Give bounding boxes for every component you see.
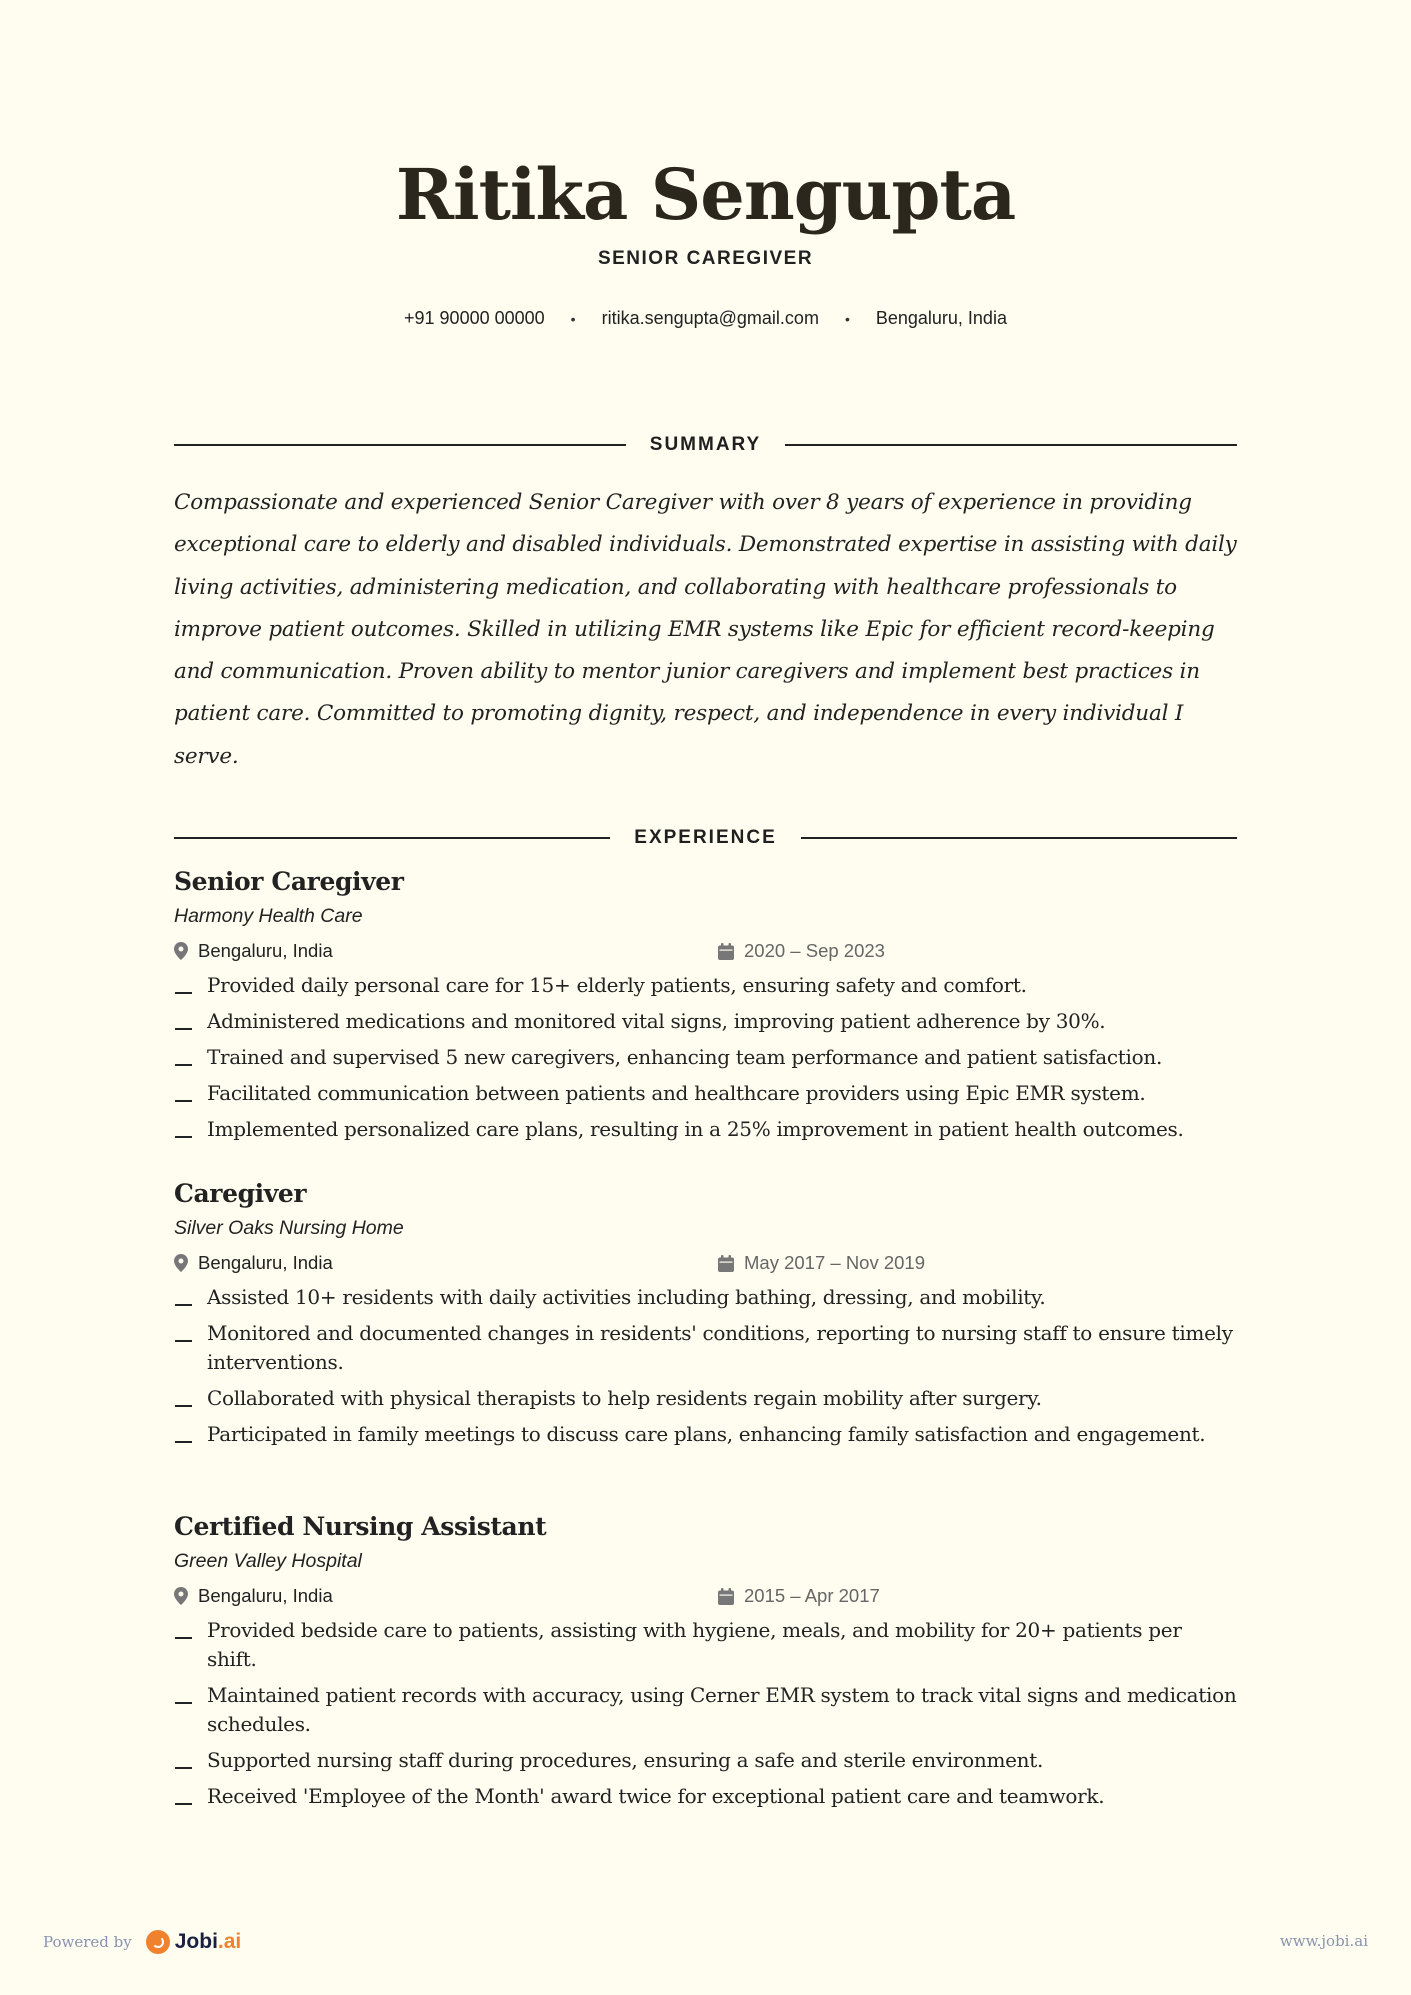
brand-suffix: .ai xyxy=(217,1930,242,1953)
job-bullet: Facilitated communication between patients and healthcare providers using Epic EMR system. xyxy=(174,1079,1237,1108)
job-bullet: Assisted 10+ residents with daily activities including bathing, dressing, and mobility. xyxy=(174,1283,1237,1312)
contact-email: ritika.sengupta@gmail.com xyxy=(601,308,819,328)
job-bullet: Provided bedside care to patients, assisting with hygiene, meals, and mobility for 20+ patients per shift. xyxy=(174,1616,1237,1674)
job-location-text: Bengaluru, India xyxy=(198,1585,333,1606)
footer-website-link[interactable]: www.jobi.ai xyxy=(1279,1932,1368,1950)
experience-heading xyxy=(174,825,1237,851)
divider-line xyxy=(801,837,1237,839)
powered-by-label: Powered by xyxy=(43,1933,132,1951)
summary-heading-label: SUMMARY xyxy=(649,434,762,455)
job-dates xyxy=(718,940,885,962)
job-bullet: Trained and supervised 5 new caregivers, enhancing team performance and patient satisfaction. xyxy=(174,1043,1237,1072)
divider-line xyxy=(174,444,626,446)
job-dates-text: 2020 – Sep 2023 xyxy=(744,940,885,961)
candidate-name: Ritika Sengupta xyxy=(395,153,1016,236)
divider-line xyxy=(174,837,610,839)
contact-separator: • xyxy=(844,310,850,327)
job-entry xyxy=(174,865,1237,1151)
job-dates-text: May 2017 – Nov 2019 xyxy=(744,1252,926,1273)
experience-heading-label: EXPERIENCE xyxy=(634,827,777,848)
map-pin-icon xyxy=(174,942,188,960)
job-entry xyxy=(174,1177,1237,1456)
job-bullet: Monitored and documented changes in residents' conditions, reporting to nursing staff to ensure timely interventions. xyxy=(174,1319,1237,1377)
job-bullet: Received 'Employee of the Month' award twice for exceptional patient care and teamwork. xyxy=(174,1782,1237,1811)
job-company: Silver Oaks Nursing Home xyxy=(174,1217,404,1239)
calendar-icon xyxy=(718,1588,734,1605)
jobi-brand[interactable] xyxy=(146,1930,242,1954)
jobi-logo-icon xyxy=(146,1930,170,1954)
job-dates xyxy=(718,1585,880,1607)
divider-line xyxy=(785,444,1237,446)
job-title: Certified Nursing Assistant xyxy=(174,1512,547,1541)
calendar-icon xyxy=(718,1255,734,1272)
job-location-text: Bengaluru, India xyxy=(198,1252,333,1273)
job-dates xyxy=(718,1252,925,1274)
job-location xyxy=(174,1585,333,1607)
job-bullet: Collaborated with physical therapists to help residents regain mobility after surgery. xyxy=(174,1384,1237,1413)
job-meta xyxy=(174,1252,1237,1280)
calendar-icon xyxy=(718,943,734,960)
map-pin-icon xyxy=(174,1587,188,1605)
resume-header xyxy=(174,0,1237,329)
map-pin-icon xyxy=(174,1254,188,1272)
resume-page xyxy=(174,0,1237,1808)
contact-phone: +91 90000 00000 xyxy=(404,308,545,328)
job-bullet: Participated in family meetings to discuss care plans, enhancing family satisfaction and engagement. xyxy=(174,1420,1237,1449)
job-location xyxy=(174,1252,333,1274)
job-company: Harmony Health Care xyxy=(174,905,363,927)
contact-separator: • xyxy=(570,310,576,327)
job-meta xyxy=(174,940,1237,968)
summary-heading xyxy=(174,432,1237,458)
contact-location: Bengaluru, India xyxy=(875,308,1007,328)
job-location xyxy=(174,940,333,962)
job-meta xyxy=(174,1585,1237,1613)
job-bullet: Provided daily personal care for 15+ elderly patients, ensuring safety and comfort. xyxy=(174,971,1237,1000)
job-bullets xyxy=(174,1283,1237,1449)
job-bullet: Maintained patient records with accuracy, using Cerner EMR system to track vital signs and medication schedules. xyxy=(174,1681,1237,1739)
job-bullets xyxy=(174,1616,1237,1811)
job-company: Green Valley Hospital xyxy=(174,1550,362,1572)
job-bullet: Administered medications and monitored vital signs, improving patient adherence by 30%. xyxy=(174,1007,1237,1036)
brand-name: Jobi xyxy=(174,1930,218,1953)
summary-text: Compassionate and experienced Senior Caregiver with over 8 years of experience in providing exceptional care to elderly and disabled individuals. Demonstrated expertise in assisting with daily living activities, administering medication, and collaborating with healthcare professionals to improve patient outcomes. Skilled in utilizing EMR systems like Epic for efficient record-keeping and communication. Proven ability to mentor junior caregivers and implement best practices in patient care. Committed to promoting dignity, respect, and independence in every individual I serve. xyxy=(174,490,1237,769)
job-bullet: Implemented personalized care plans, resulting in a 25% improvement in patient health outcomes. xyxy=(174,1115,1237,1144)
job-bullet: Supported nursing staff during procedures, ensuring a safe and sterile environment. xyxy=(174,1746,1237,1775)
job-title: Senior Caregiver xyxy=(174,867,404,896)
job-location-text: Bengaluru, India xyxy=(198,940,333,961)
contact-row xyxy=(174,308,1237,329)
candidate-title: SENIOR CAREGIVER xyxy=(597,248,814,269)
job-bullets xyxy=(174,971,1237,1144)
job-entry xyxy=(174,1510,1237,1818)
job-title: Caregiver xyxy=(174,1179,307,1208)
footer-powered-by xyxy=(43,1930,241,1954)
job-dates-text: 2015 – Apr 2017 xyxy=(744,1585,880,1606)
